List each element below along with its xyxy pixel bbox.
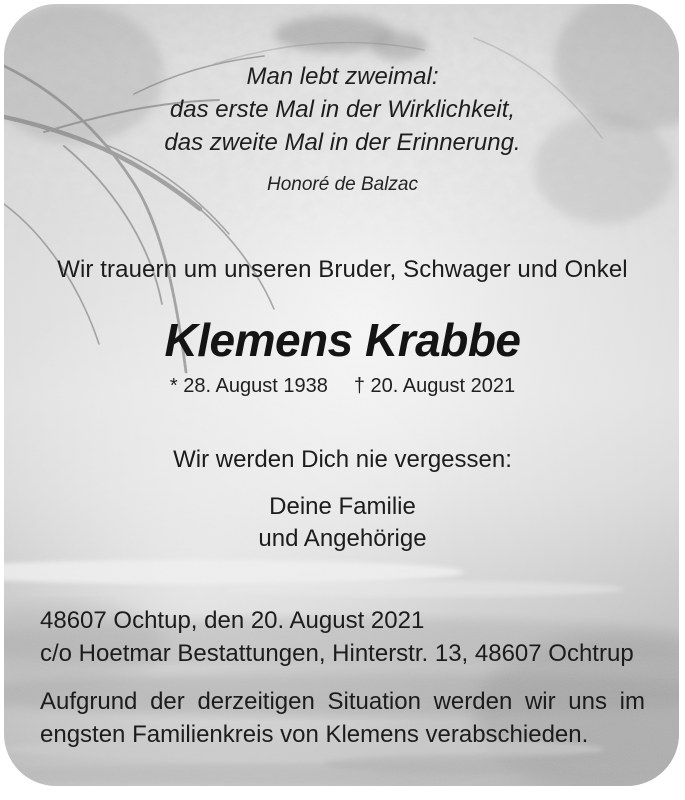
birth-date: * 28. August 1938 bbox=[169, 375, 328, 397]
quote-line-3: das zweite Mal in der Erinnerung. bbox=[164, 129, 521, 156]
quote-line-1: Man lebt zweimal: bbox=[246, 63, 439, 90]
life-dates bbox=[0, 375, 685, 398]
place-and-contact-block bbox=[40, 604, 650, 670]
quote-line-2: das erste Mal in der Wirklichkeit, bbox=[169, 96, 516, 123]
mourning-intro: Wir trauern um unseren Bruder, Schwager und Onkel bbox=[57, 256, 628, 283]
memorial-quote bbox=[0, 60, 685, 159]
mourners-line-2: und Angehörige bbox=[258, 525, 427, 552]
restriction-notice-line-1: Aufgrund der derzeitigen Situation werden wir uns im bbox=[40, 688, 645, 715]
farewell-line: Wir werden Dich nie vergessen: bbox=[173, 446, 512, 473]
mourners-line-1: Deine Familie bbox=[269, 493, 416, 520]
mourners-block bbox=[0, 491, 685, 555]
funeral-home-line: c/o Hoetmar Bestattungen, Hinterstr. 13, 48607 Ochtrup bbox=[40, 640, 634, 667]
deceased-name: Klemens Krabbe bbox=[164, 314, 521, 366]
restriction-notice-line-2: engsten Familienkreis von Klemens verabschieden. bbox=[40, 721, 589, 748]
quote-attribution: Honoré de Balzac bbox=[266, 174, 419, 195]
restriction-notice bbox=[40, 685, 645, 751]
place-date-line: 48607 Ochtup, den 20. August 2021 bbox=[40, 607, 425, 634]
death-date: † 20. August 2021 bbox=[353, 375, 516, 397]
